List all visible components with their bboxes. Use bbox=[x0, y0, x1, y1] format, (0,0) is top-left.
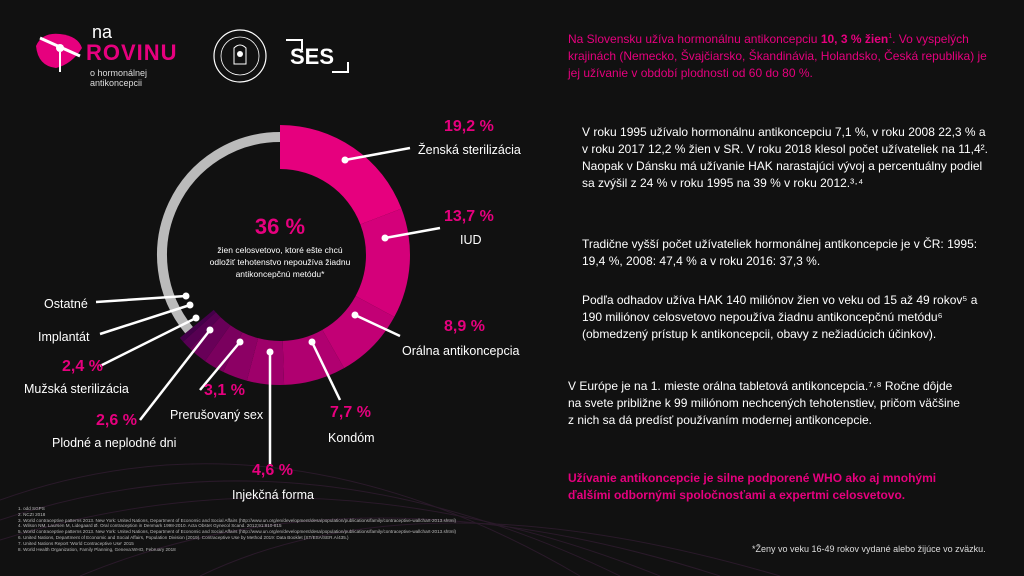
leader-line-7 bbox=[100, 318, 196, 366]
pct-zenska-sterilizacia: 19,2 % bbox=[444, 118, 494, 135]
label-plodne: Plodné a neplodné dni bbox=[52, 436, 177, 450]
logo-subtitle: o hormonálnej antikoncepcii bbox=[90, 68, 148, 88]
pct-muzska: 2,4 % bbox=[62, 358, 103, 375]
leader-dot-9 bbox=[183, 293, 190, 300]
leader-dot-3 bbox=[309, 339, 316, 346]
label-ostatne: Ostatné bbox=[44, 297, 88, 311]
paragraph-estimates: Podľa odhadov užíva HAK 140 miliónov žien vo veku od 15 až 49 rokov⁵ a 190 miliónov celosvetovo nepoužíva žiadnu antikoncepčnú metódu⁶ (obmedzený prístup k antikoncepcii, obavy z nežiadúcich účinkov). bbox=[582, 293, 978, 341]
center-value: 36 % bbox=[254, 214, 306, 239]
leader-dot-8 bbox=[187, 302, 194, 309]
intro-pre: Na Slovensku užíva hormonálnu antikoncepciu bbox=[568, 32, 821, 46]
ses-label: SES bbox=[290, 44, 335, 69]
footnote: 8. World Health Organization, Family Planning, Geneva:WHO, February 2018 bbox=[18, 546, 176, 552]
paragraph-who: Užívanie antikoncepcie je silne podporené WHO ako aj mnohými ďalšími odbornými spoločnosťami a expertmi celosvetovo. bbox=[568, 471, 937, 502]
paragraph-history: V roku 1995 užívalo hormonálnu antikoncepciu 7,1 %, v roku 2008 22,3 % a v roku 2017 12,2 % žien v SR. V roku 2018 klesol počet užívateliek na 11,4². Naopak v Dánsku má užívanie HAK narastajúci vývoj a percentuálny podiel sa zvýšil z 24 % v roku 1995 na 39 % v roku 2012.³·⁴ bbox=[582, 125, 989, 190]
pct-iud: 13,7 % bbox=[444, 208, 494, 225]
footnote-asterisk: *Ženy vo veku 16-49 rokov vydané alebo žijúce vo zväzku. bbox=[752, 544, 986, 554]
intro-sup: 1 bbox=[888, 33, 893, 40]
intro-bold: 10, 3 % žien bbox=[820, 32, 889, 46]
leader-dot-5 bbox=[237, 339, 244, 346]
logo-main-text: ROVINU bbox=[86, 40, 178, 65]
footnote: 6. United Nations, Department of Economic and Social Affairs, Population Division (2019). Contraceptive Use by Method 2019: Data Booklet (ST/ESA/SER.A/435.) bbox=[18, 534, 349, 540]
pct-kondom: 7,7 % bbox=[330, 404, 371, 421]
leader-dot-4 bbox=[267, 349, 274, 356]
pct-prerusovany: 3,1 % bbox=[204, 382, 245, 399]
footnotes bbox=[18, 506, 538, 552]
intro-post: . Vo vyspelých krajinách (Nemecko, Švajčiarsko, Škandinávia, Holandsko, Česká republika) je jej užívanie v období plodnosti od 60 do 80 %. bbox=[568, 32, 987, 80]
pct-oralna: 8,9 % bbox=[444, 318, 485, 335]
label-iud: IUD bbox=[460, 233, 482, 247]
label-prerusovany: Prerušovaný sex bbox=[170, 408, 264, 422]
intro-paragraph bbox=[568, 28, 988, 82]
center-text: žien celosvetovo, ktoré ešte chcú odložiť tehotenstvo nepoužíva žiadnu antikoncepčnú metódu* bbox=[209, 245, 351, 279]
pct-plodne: 2,6 % bbox=[96, 412, 137, 429]
label-implantat: Implantát bbox=[38, 330, 90, 344]
footnote: 2. NCZI 2018 bbox=[18, 511, 46, 517]
pct-injekcna: 4,6 % bbox=[252, 462, 293, 479]
leader-dot-2 bbox=[352, 312, 359, 319]
footnote: 3. World contraceptive patterns 2013. New York: United Nations, Department of Economic and Social Affairs (http://www.un.org/en/development/desa/population/publications/family/contraceptive-wallchart-2013.shtml) bbox=[18, 517, 456, 523]
leader-dot-7 bbox=[193, 315, 200, 322]
paragraph-czech: Tradične vyšší počet užívateliek hormonálnej antikoncepcie je v ČR: 1995: 19,4 %, 2008: 47,4 % a v roku 2016: 37,3 %. bbox=[582, 237, 978, 268]
logo-na-text: na bbox=[92, 22, 113, 42]
footnote: 4. Wilson NM, Laursen M, Lidegaard Ø. Oral contraception in Denmark 1998-2010. Acta Obstet Gynecol Scand. 2012;91:810-815 bbox=[18, 523, 282, 529]
footnote: 5. World contraceptive patterns 2013. New York: United Nations, Department of Economic and Social Affairs (http://www.un.org/en/development/desa/population/publications/family/contraceptive-wallchart-2013.shtml) bbox=[18, 529, 456, 535]
footnote: 7. United Nations Report 'World Contraceptive Use' 2015 bbox=[18, 540, 134, 546]
label-oralna: Orálna antikoncepcia bbox=[402, 344, 520, 358]
leader-dot-6 bbox=[207, 327, 214, 334]
label-muzska: Mužská sterilizácia bbox=[24, 382, 129, 396]
leader-dot-1 bbox=[382, 235, 389, 242]
center-label bbox=[205, 214, 355, 280]
paragraph-europe: V Európe je na 1. mieste orálna tabletová antikoncepcia.⁷·⁸ Ročne dôjde na svete približne k 99 miliónom nechcených tehotenstiev, pričom väčšine z nich sa dá predísť používaním modernej antikoncepcie. bbox=[568, 379, 960, 427]
footnote: 1. odd SGPS bbox=[18, 506, 45, 511]
leader-dot-0 bbox=[342, 157, 349, 164]
label-injekcna: Injekčná forma bbox=[232, 488, 314, 502]
label-kondom: Kondóm bbox=[328, 431, 375, 445]
label-zenska-sterilizacia: Ženská sterilizácia bbox=[418, 143, 521, 157]
leader-line-6 bbox=[140, 330, 210, 420]
segment-0 bbox=[280, 125, 401, 224]
